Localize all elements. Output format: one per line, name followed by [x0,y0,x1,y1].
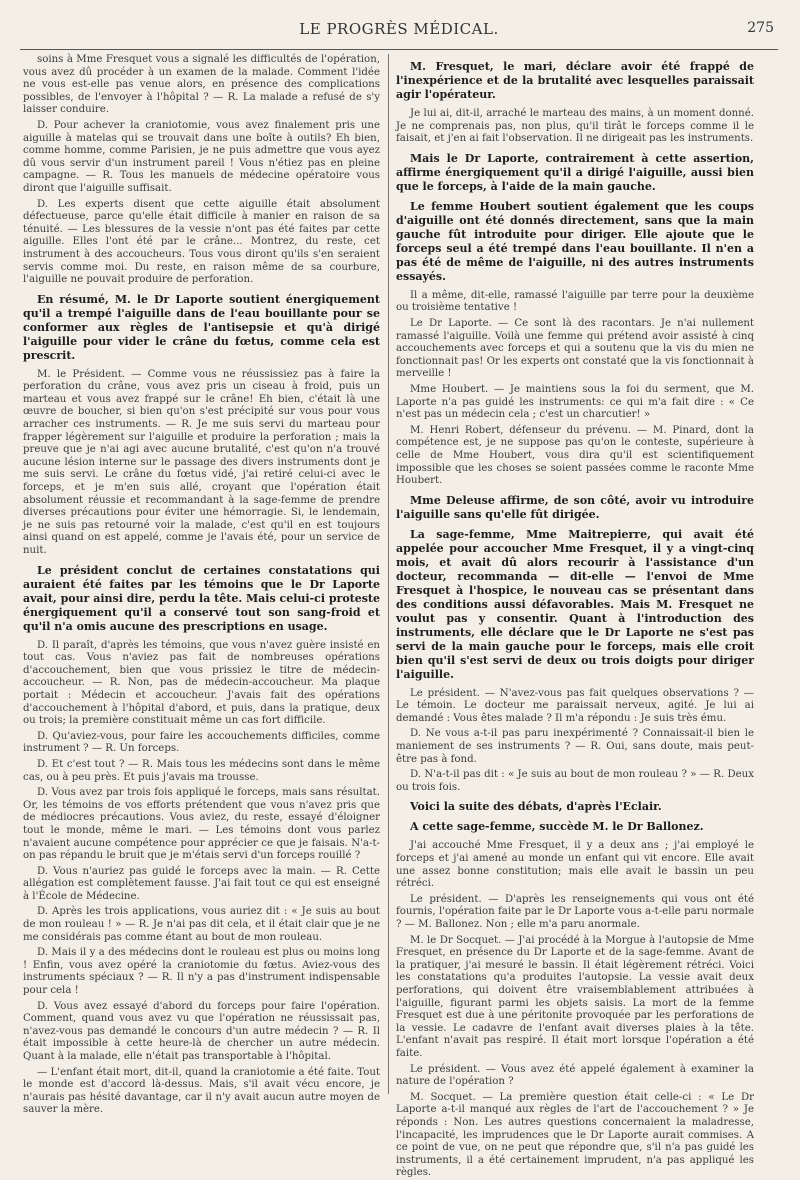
header-rule [20,49,778,50]
transcript-paragraph: J'ai accouché Mme Fresquet, il y a deux ans ; j'ai employé le forceps et j'ai amené au monde un enfant qui vit encore. Elle avait une assez bonne constitution; mais elle avait le bassin un peu rétréci. [396,840,754,890]
page-header [20,14,778,38]
transcript-paragraph: D. N'a-t-il pas dit : « Je suis au bout de mon rouleau ? » — R. Deux ou trois fois. [396,769,754,793]
summary-paragraph: En résumé, M. le Dr Laporte soutient énergiquement qu'il a trempé l'aiguille dans de l'eau bouillante pour se conformer aux règles de l'antisepsie et qu'à dirigé l'aiguille pour vider le crâne du fœtus, comme cela est prescrit. [23,292,380,362]
summary-paragraph: A cette sage-femme, succède M. le Dr Ballonez. [410,820,704,834]
transcript-paragraph: Le président. — N'avez-vous pas fait quelques observations ? — Le témoin. Le docteur me paraissait nerveux, agité. Je lui ai demandé : Vous êtes malade ? Il m'a répondu : Je suis très ému. [396,687,754,724]
transcript-paragraph: D. Les experts disent que cette aiguille était absolument défectueuse, parce qu'elle était difficile à manier en raison de sa ténuité. — Les blessures de la vessie n'ont pas été faites par cette aiguille. Elles l'ont été par le crâne... Montrez, du reste, cet instrument à des accoucheurs. Tous vous diront qu'ils s'en seraient servis comme moi. Du reste, en raison même de sa courbure, l'aiguille ne pouvait produire de perforation. [23,198,380,286]
summary-paragraph: M. Fresquet, le mari, déclare avoir été frappé de l'inexpérience et de la brutalité avec lesquelles paraissait agir l'opérateur. [396,60,754,101]
transcript-paragraph: D. Pour achever la craniotomie, vous avez finalement pris une aiguille à matelas qui se trouvait dans une boîte à outils? Eh bien, comme homme, comme Parisien, je ne puis admettre que vous ayez dû vous servir d'un instrument pareil ! Vous n'étiez pas en pleine campagne. — R. Tous les manuels de médecine opératoire vous diront que l'aiguille suffisait. [23,119,380,194]
transcript-paragraph: D. Qu'aviez-vous, pour faire les accouchements difficiles, comme instrument ? — R. Un forceps. [23,730,380,755]
transcript-paragraph: M. le Dr Socquet. — J'ai procédé à la Morgue à l'autopsie de Mme Fresquet, en présence du Dr Laporte et de la sage-femme. Avant de la pratiquer, j'ai mesuré le bassin. Il était légèrement rétréci. Voici les constatations qu'a produites l'autopsie. La vessie avait deux perforations, qui doivent être vraisemblablement attribuées à l'aiguille, figurant parmi les objets saisis. La mort de la femme Fresquet est due à une péritonite provoquée par les perforations de la vessie. Le cadavre de l'enfant avait diverses plaies à la tête. L'enfant n'avait pas respiré. Il était mort lorsque l'opération a été faite. [396,934,754,1059]
summary-paragraph: Voici la suite des débats, d'après l'Eclair. [410,800,662,814]
page-number: 275 [747,20,774,36]
transcript-paragraph: Le président. — D'après les renseignements qui vous ont été fournis, l'opération faite par le Dr Laporte vous a-t-elle paru normale ? — M. Ballonez. Non ; elle m'a paru anormale. [396,893,754,930]
transcript-paragraph: D. Vous n'auriez pas guidé le forceps avec la main. — R. Cette allégation est complètement fausse. J'ai fait tout ce qui est enseigné à l'École de Médecine. [23,865,380,902]
left-column [23,54,381,1116]
transcript-paragraph: D. Et c'est tout ? — R. Mais tous les médecins sont dans le même cas, ou à peu près. Et puis j'avais ma trousse. [23,758,380,783]
transcript-paragraph: M. le Président. — Comme vous ne réussissiez pas à faire la perforation du crâne, vous avez pris un ciseau à froid, puis un marteau et vous avez frappé sur le crâne! Eh bien, c'était là une œuvre de boucher, si bien qu'on s'est précipité sur vous pour vous arracher ces instruments. — R. Je me suis servi du marteau pour frapper légèrement sur l'aiguille et produire la perforation ; mais la preuve que je n'ai agi avec aucune brutalité, c'est qu'on n'a trouvé aucune lésion interne sur le passage des divers instruments dont je me suis servi. Le crâne du fœtus vidé, j'ai retiré celui-ci avec le forceps, et je m'en suis allé, croyant que l'opération était absolument réussie et recommandant à la sage-femme de prendre diverses précautions pour éviter une hémorragie. Si, le lendemain, je ne suis pas retourné voir la malade, c'est qu'il en est toujours ainsi quand on est appelé, comme je l'avais été, pour un service de nuit. [23,368,380,556]
column-divider [388,54,389,1094]
transcript-paragraph: Mme Houbert. — Je maintiens sous la foi du serment, que M. Laporte n'a pas guidé les instruments: ce qui m'a fait dire : « Ce n'est pas un médecin cela ; c'est un charcutier! » [396,383,754,421]
transcript-paragraph: Le président. — Vous avez été appelé également à examiner la nature de l'opération ? [396,1063,754,1088]
summary-paragraph: La sage-femme, Mme Maitrepierre, qui avait été appelée pour accoucher Mme Fresquet, il y a vingt-cinq mois, et avait dû alors recourir à l'assistance d'un docteur, recommanda — dit-elle — l'envoi de Mme Fresquet à l'hospice, le nouveau cas se présentant dans des conditions aussi défavorables. Mais M. Fresquet ne voulut pas y consentir. Quant à l'introduction des instruments, elle déclare que le Dr Laporte ne s'est pas servi de la main gauche pour le forceps, mais elle croit bien qu'il s'est servi de deux ou trois doigts pour diriger l'aiguille. [396,527,754,681]
transcript-paragraph: M. Henri Robert, défenseur du prévenu. — M. Pinard, dont la compétence est, je ne suppose pas qu'on le conteste, supérieure à celle de Mme Houbert, vous dira qu'il est scientifiquement impossible que les choses se soient passées comme le raconte Mme Houbert. [396,424,754,487]
transcript-paragraph: Le Dr Laporte. — Ce sont là des racontars. Je n'ai nullement ramassé l'aiguille. Voilà une femme qui prétend avoir assisté à cinq accouchements avec forceps et qui a soutenu que la vis du mien ne fonctionnait pas! Or les experts ont constaté que la vis fonctionnait à merveille ! [396,317,754,380]
transcript-paragraph: M. Socquet. — La première question était celle-ci : « Le Dr Laporte a-t-il manqué aux règles de l'art de l'accouchement ? » Je réponds : Non. Les autres questions concernaient la maladresse, l'incapacité, les imprudences que le Dr Laporte aurait commises. A ce point de vue, on ne peut que répondre que, s'il n'a pas guidé les instruments, il a été certainement imprudent, n'a pas appliqué les règles. [396,1091,754,1179]
summary-paragraph: Le femme Houbert soutient également que les coups d'aiguille ont été donnés directement, sans que la main gauche fût introduite pour diriger. Elle ajoute que le forceps seul a été trempé dans l'eau bouillante. Il n'en a pas été de même de l'aiguille, ni des autres instruments essayés. [396,199,754,283]
summary-paragraph: Mais le Dr Laporte, contrairement à cette assertion, affirme énergiquement qu'il a dirigé l'aiguille, aussi bien que le forceps, à l'aide de la main gauche. [396,151,754,193]
transcript-paragraph: D. Ne vous a-t-il pas paru inexpérimenté ? Connaissait-il bien le maniement de ses instruments ? — R. Oui, sans doute, mais peut-être pas à fond. [396,728,754,765]
transcript-paragraph: D. Vous avez par trois fois appliqué le forceps, mais sans résultat. Or, les témoins de vos efforts prétendent que vous n'avez pris que de médiocres précautions. Vous aviez, du reste, essayé d'éloigner tout le monde, même le mari. — Les témoins dont vous parlez n'avaient aucune compétence pour apprécier ce que je faisais. N'a-t-on pas répandu le bruit que je m'étais servi d'un forceps rouillé ? [23,787,380,862]
transcript-paragraph: — L'enfant était mort, dit-il, quand la craniotomie a été faite. Tout le monde est d'accord là-dessus. Mais, s'il avait vécu encore, je n'aurais pas hésité davantage, car il n'y avait aucun autre moyen de sauver la mère. [23,1066,380,1116]
right-column [396,54,754,1179]
transcript-paragraph: D. Après les trois applications, vous auriez dit : « Je suis au bout de mon rouleau ! » — R. Je n'ai pas dit cela, et il était clair que je ne me considérais pas comme étant au bout de mon rouleau. [23,906,380,943]
summary-paragraph: Mme Deleuse affirme, de son côté, avoir vu introduire l'aiguille sans qu'elle fût dirigée. [396,493,754,521]
summary-paragraph: Le président conclut de certaines constatations qui auraient été faites par les témoins que le Dr Laporte avait, pour ainsi dire, perdu la tête. Mais celui-ci proteste énergiquement qu'il a conservé tout son sang-froid et qu'il n'a omis aucune des prescriptions en usage. [23,563,381,633]
transcript-paragraph: D. Vous avez essayé d'abord du forceps pour faire l'opération. Comment, quand vous avez vu que l'opération ne réussissait pas, n'avez-vous pas demandé le concours d'un autre médecin ? — R. Il était impossible à cette heure-là de chercher un autre médecin. Quant à la malade, elle n'était pas transportable à l'hôpital. [23,1000,380,1062]
transcript-paragraph: D. Mais il y a des médecins dont le rouleau est plus ou moins long ! Enfin, vous avez opéré la craniotomie du fœtus. Aviez-vous des instruments spéciaux ? — R. Il n'y a pas d'instrument indispensable pour cela ! [23,947,380,997]
transcript-paragraph: Je lui ai, dit-il, arraché le marteau des mains, à un moment donné. Je ne comprenais pas, non plus, qu'il tirât le forceps comme il le faisait, et j'en ai fait l'observation. Il ne dirigeait pas les instruments. [396,108,754,145]
transcript-paragraph: Il a même, dit-elle, ramassé l'aiguille par terre pour la deuxième ou troisième tentative ! [396,289,754,314]
transcript-paragraph: soins à Mme Fresquet vous a signalé les difficultés de l'opération, vous avez dû procéder à un examen de la malade. Comment l'idée ne vous est-elle pas venue alors, en présence des complications possibles, de l'envoyer à l'hôpital ? — R. La malade a refusé de s'y laisser conduire. [23,54,380,116]
journal-title: LE PROGRÈS MÉDICAL. [299,20,499,38]
transcript-paragraph: D. Il paraît, d'après les témoins, que vous n'avez guère insisté en tout cas. Vous n'aviez pas fait de nombreuses opérations d'accouchement, bien que vous prissiez le titre de médecin-accoucheur. — R. Non, pas de médecin-accoucheur. Ma plaque portait : Médecin et accoucheur. J'avais fait des opérations d'accouchement à l'hôpital d'abord, et puis, dans la pratique, deux ou trois; la première constituait même un cas fort difficile. [23,639,380,727]
